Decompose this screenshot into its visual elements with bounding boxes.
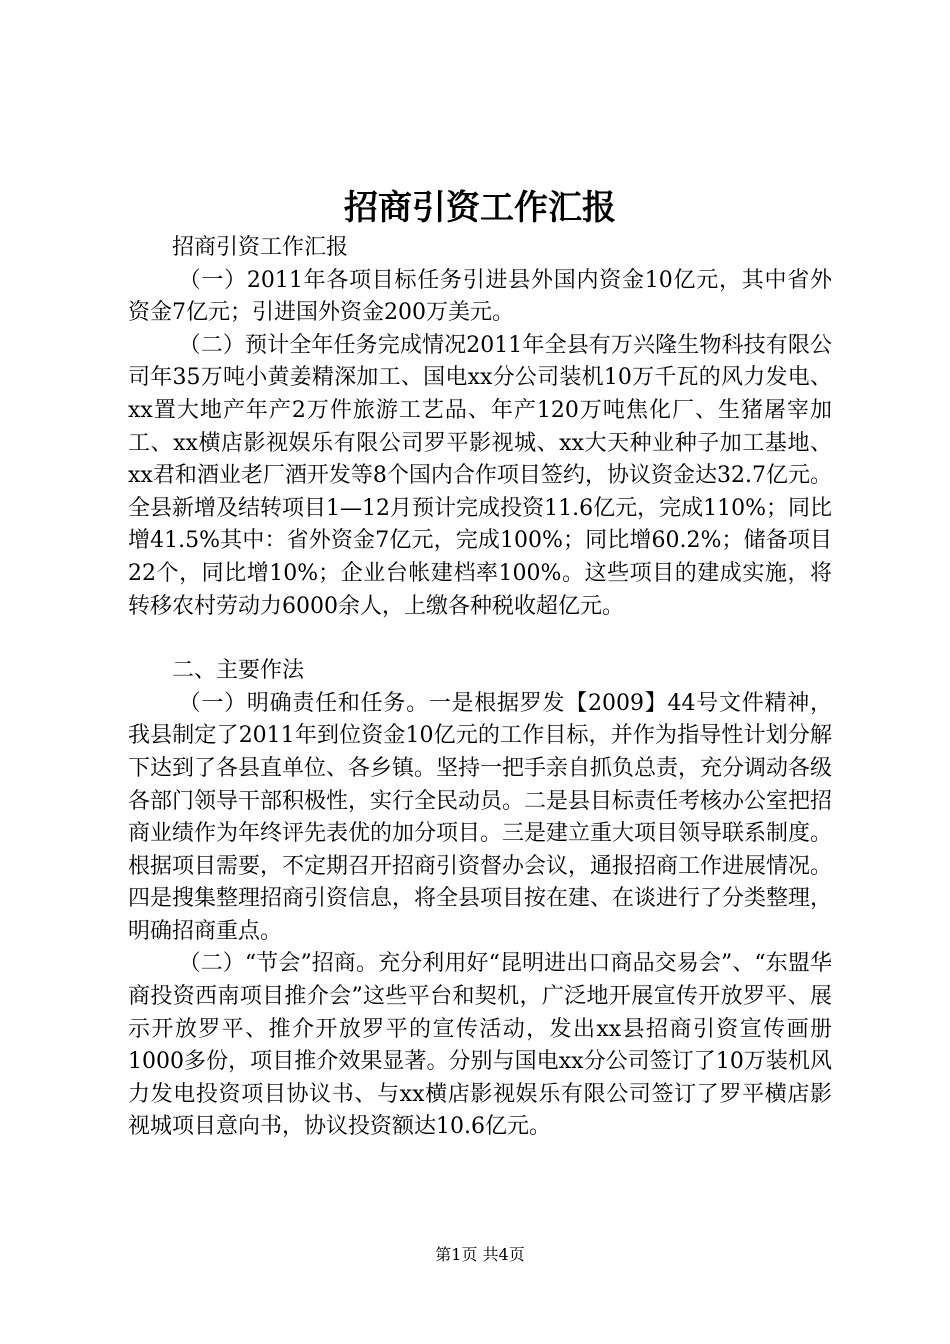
paragraph-expo-investment: （二）“节会”招商。充分利用好“昆明进出口商品交易会”、“东盟华商投资西南项目推介会”这些平台和契机，广泛地开展宣传开放罗平、展示开放罗平、推介开放罗平的宣传活动，发出xx县招商引资宣传画册1000多份，项目推介效果显著。分别与国电xx分公司签订了10万装机风力发电投资项目协议书、与xx横店影视娱乐有限公司签订了罗平横店影视城项目意向书，协议投资额达10.6亿元。 [128, 951, 832, 1140]
paragraph-completion: （二）预计全年任务完成情况2011年全县有万兴隆生物科技有限公司年35万吨小黄姜精深加工、国电xx分公司装机10万千瓦的风力发电、xx置大地产年产2万件旅游工艺品、年产120万吨焦化厂、生猪屠宰加工、xx横店影视娱乐有限公司罗平影视城、xx大天种业种子加工基地、xx君和酒业老厂酒开发等8个国内合作项目签约，协议资金达32.7亿元。全县新增及结转项目1—12月预计完成投资11.6亿元，完成110%；同比增41.5%其中：省外资金7亿元，完成100%；同比增60.2%；储备项目22个，同比增10%；企业台帐建档率100%。这些项目的建成实施，将转移农村劳动力6000余人，上缴各种税收超亿元。 [128, 332, 832, 619]
document-subtitle: 招商引资工作汇报 [172, 235, 349, 260]
section-heading-main-methods: 二、主要作法 [172, 658, 305, 684]
document-page [128, 0, 832, 1344]
paragraph-gap [128, 623, 832, 655]
document-body [128, 232, 832, 1144]
document-title: 招商引资工作汇报 [344, 188, 616, 228]
paragraph-responsibility: （一）明确责任和任务。一是根据罗发【2009】44号文件精神，我县制定了2011年到位资金10亿元的工作目标，并作为指导性计划分解下达到了各县直单位、各乡镇。坚持一把手亲自抓负总责，充分调动各级各部门领导干部积极性，实行全民动员。二是县目标责任考核办公室把招商业绩作为年终评先表优的加分项目。三是建立重大项目领导联系制度。根据项目需要，不定期召开招商引资督办会议，通报招商工作进展情况。四是搜集整理招商引资信息，将全县项目按在建、在谈进行了分类整理，明确招商重点。 [128, 690, 833, 944]
paragraph-targets: （一）2011年各项目标任务引进县外国内资金10亿元，其中省外资金7亿元；引进国外资金200万美元。 [128, 267, 832, 326]
page-footer: 第1页 共4页 [435, 1245, 525, 1264]
